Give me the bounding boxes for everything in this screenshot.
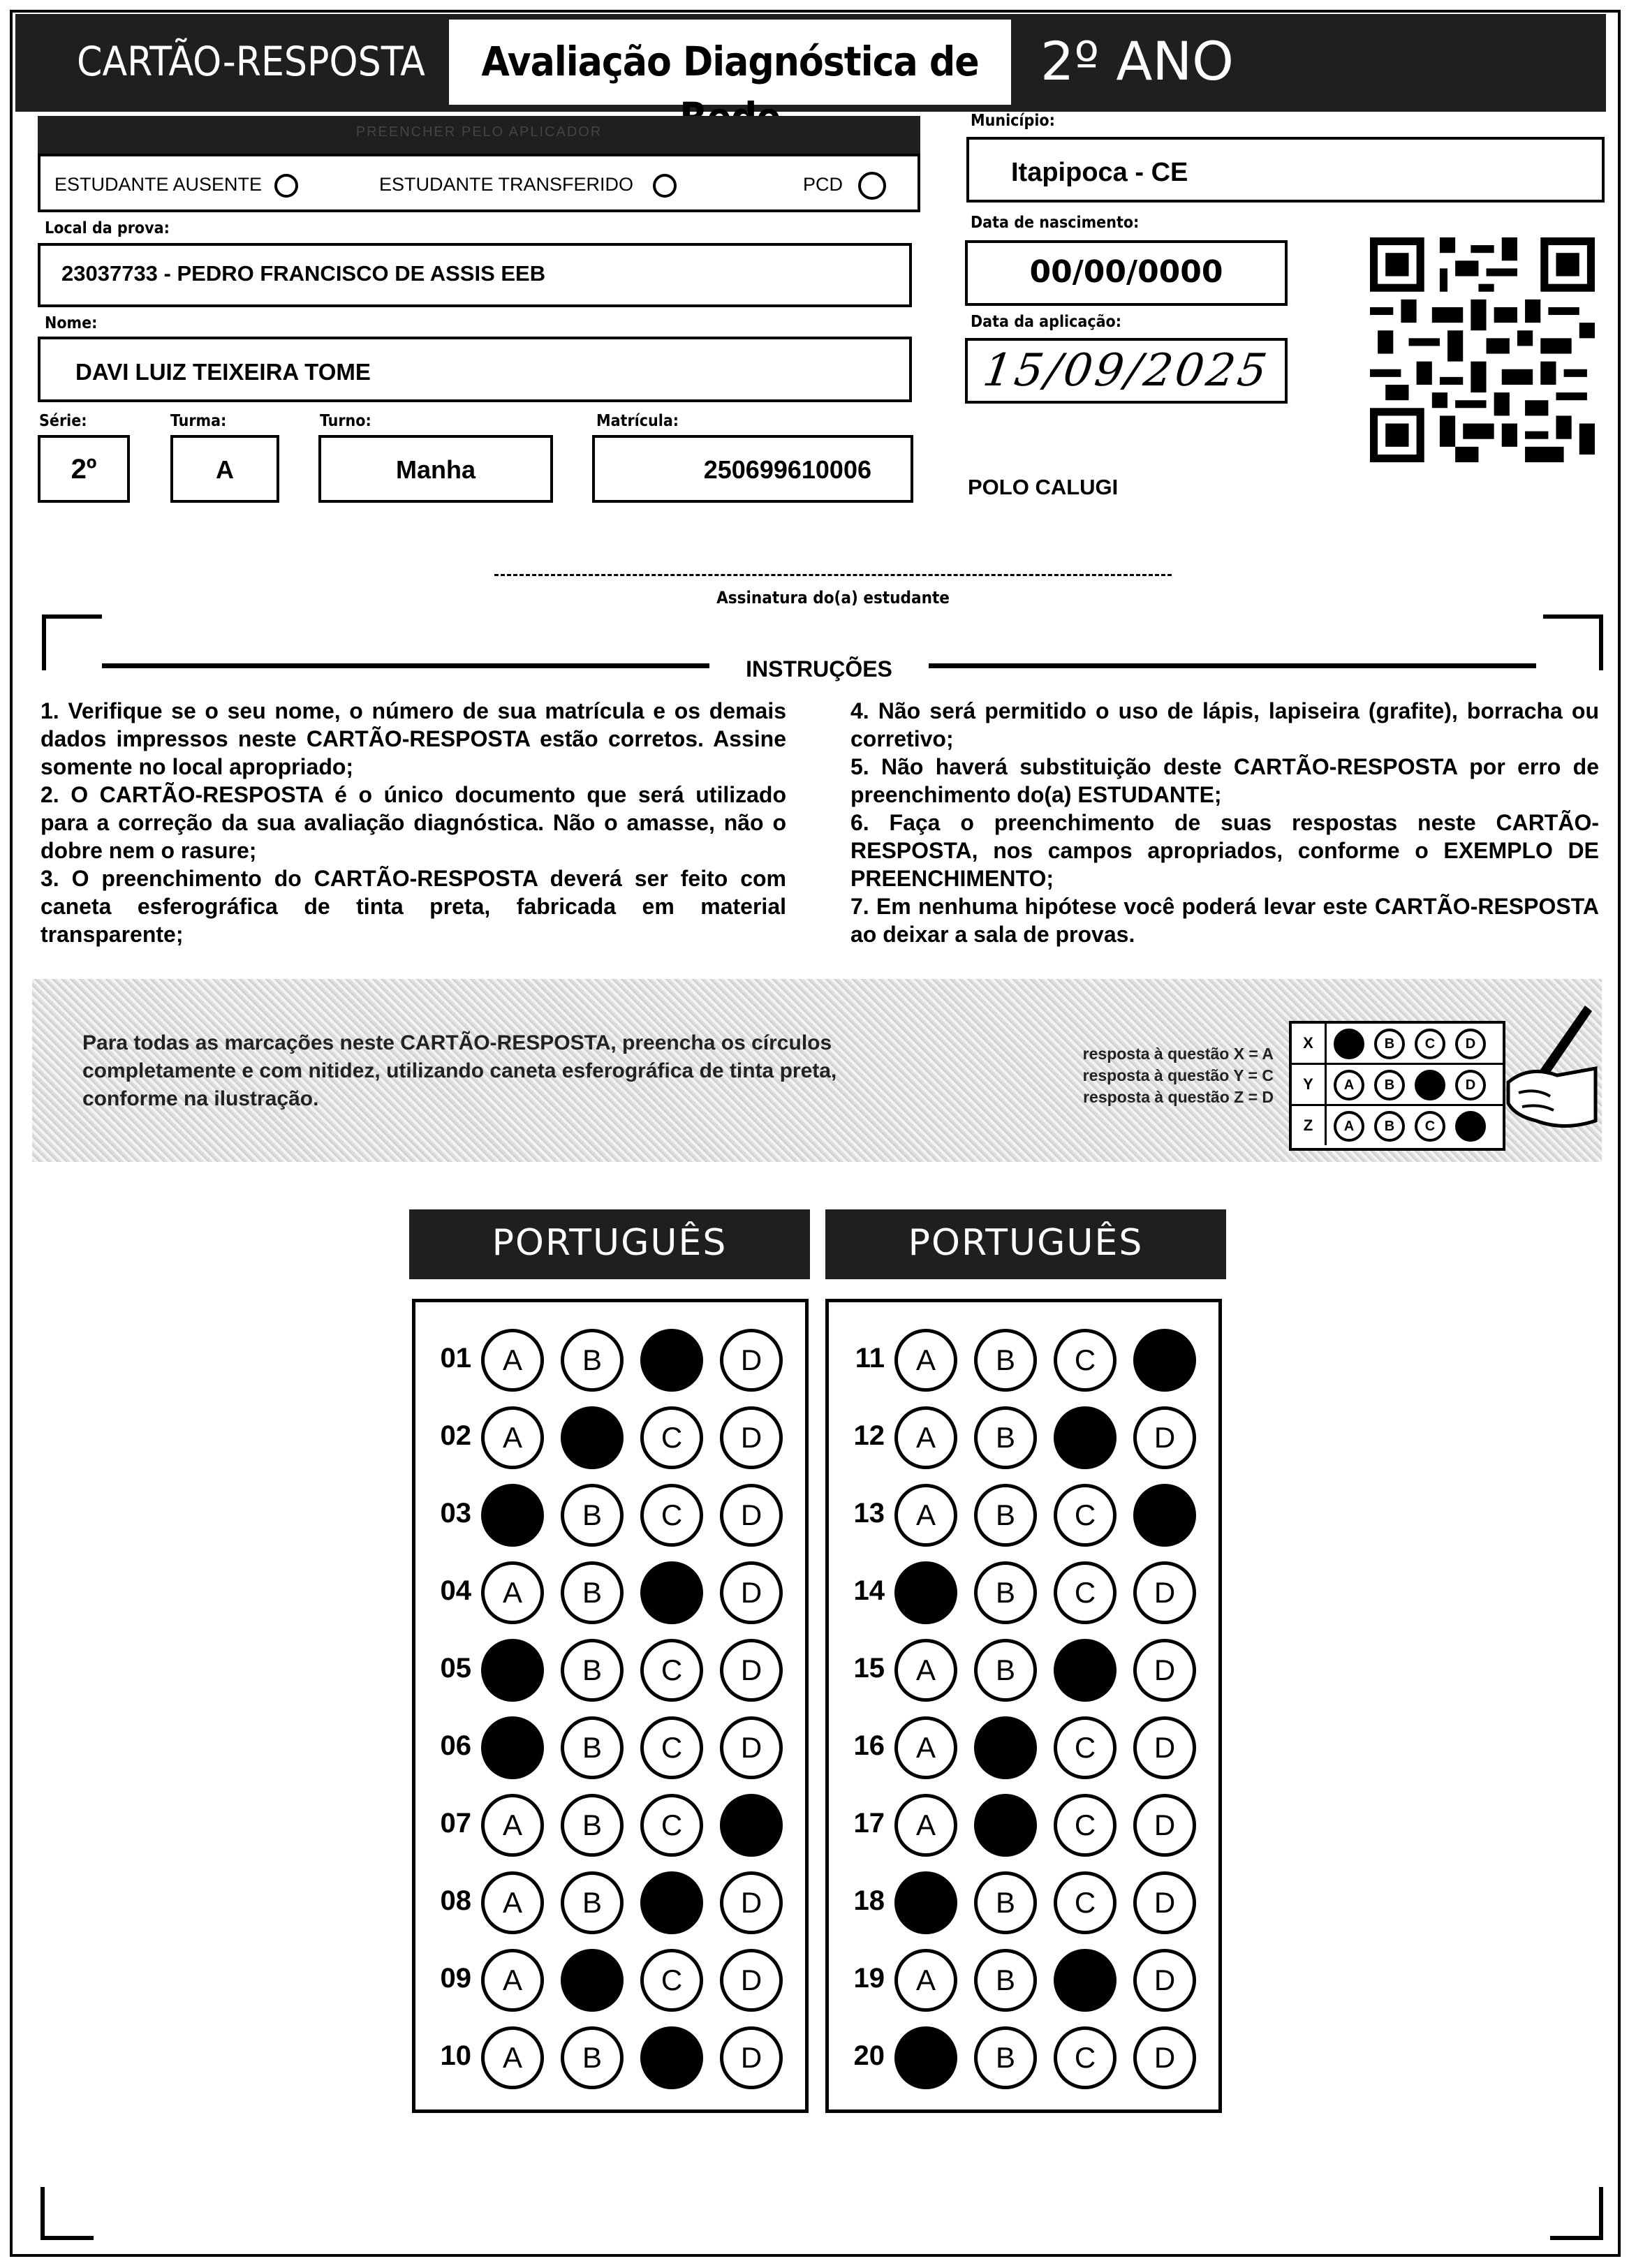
question-number: 19 bbox=[853, 1963, 885, 1994]
example-grid bbox=[1289, 1021, 1505, 1151]
answer-bubble-b[interactable] bbox=[974, 1716, 1037, 1779]
answer-bubble-b[interactable]: B bbox=[561, 1639, 624, 1702]
example-bubble: B bbox=[1374, 1029, 1405, 1059]
example-bubble bbox=[1334, 1029, 1364, 1059]
answer-bubble-a[interactable]: A bbox=[894, 1484, 957, 1547]
example-row bbox=[1292, 1065, 1503, 1106]
answer-bubble-a[interactable]: A bbox=[894, 1949, 957, 2012]
answer-bubble-c[interactable] bbox=[640, 2026, 703, 2089]
answer-bubble-b[interactable]: B bbox=[561, 1716, 624, 1779]
answer-bubble-b[interactable]: B bbox=[561, 1484, 624, 1547]
answer-bubble-b[interactable]: B bbox=[974, 1949, 1037, 2012]
serie-value: 2º bbox=[71, 454, 97, 485]
example-bubble: C bbox=[1415, 1111, 1445, 1142]
answer-bubble-d[interactable] bbox=[1133, 1484, 1196, 1547]
answer-bubble-d[interactable]: D bbox=[720, 1406, 783, 1469]
answer-bubble-a[interactable]: A bbox=[481, 1561, 544, 1624]
question-number: 03 bbox=[440, 1498, 471, 1529]
question-row bbox=[836, 1561, 1213, 1624]
turma-value: A bbox=[216, 455, 234, 484]
example-legend-x: resposta à questão X = A bbox=[1082, 1045, 1274, 1063]
answer-bubble-a[interactable] bbox=[481, 1484, 544, 1547]
answer-bubble-d[interactable]: D bbox=[1133, 1639, 1196, 1702]
answer-bubble-b[interactable] bbox=[561, 1949, 624, 2012]
answer-bubble-b[interactable]: B bbox=[561, 1329, 624, 1392]
instruction-3: 3. O preenchimento do CARTÃO-RESPOSTA deverá ser feito com caneta esferográfica de tinta preta, fabricada em material transparente; bbox=[40, 866, 786, 947]
answer-bubble-c[interactable] bbox=[1054, 1406, 1117, 1469]
answer-bubble-b[interactable]: B bbox=[561, 1871, 624, 1934]
section-2-box bbox=[825, 1299, 1222, 2113]
instruction-5: 5. Não haverá substituição deste CARTÃO-RESPOSTA por erro de preenchimento do(a) ESTUDANTE; bbox=[850, 754, 1599, 807]
absent-checkbox[interactable] bbox=[274, 174, 298, 198]
answer-bubble-d[interactable]: D bbox=[720, 1949, 783, 2012]
question-row bbox=[836, 1716, 1213, 1779]
answer-bubble-a[interactable]: A bbox=[481, 1871, 544, 1934]
nascimento-label: Data de nascimento: bbox=[971, 214, 1140, 232]
instructions-rule-left bbox=[102, 663, 709, 668]
question-row bbox=[836, 1406, 1213, 1469]
absent-label: ESTUDANTE AUSENTE bbox=[54, 174, 263, 195]
example-bubble: B bbox=[1374, 1111, 1405, 1142]
answer-bubble-a[interactable]: A bbox=[481, 2026, 544, 2089]
answer-bubble-d[interactable]: D bbox=[1133, 1716, 1196, 1779]
answer-bubble-a[interactable]: A bbox=[481, 1329, 544, 1392]
answer-bubble-d[interactable]: D bbox=[1133, 1949, 1196, 2012]
signature-line[interactable] bbox=[494, 574, 1172, 576]
question-number: 06 bbox=[440, 1730, 471, 1761]
answer-bubble-c[interactable]: C bbox=[640, 1484, 703, 1547]
polo-label: POLO CALUGI bbox=[968, 475, 1119, 499]
answer-bubble-d[interactable]: D bbox=[720, 2026, 783, 2089]
question-row bbox=[422, 1561, 799, 1624]
answer-bubble-c[interactable] bbox=[640, 1561, 703, 1624]
turno-value: Manha bbox=[395, 455, 476, 484]
hand-pen-icon bbox=[1480, 999, 1599, 1145]
instruction-7: 7. Em nenhuma hipótese você poderá levar este CARTÃO-RESPOSTA ao deixar a sala de provas. bbox=[850, 894, 1599, 947]
instruction-1: 1. Verifique se o seu nome, o número de sua matrícula e os demais dados impressos neste CARTÃO-RESPOSTA estão corretos. Assine somente no local apropriado; bbox=[40, 698, 786, 779]
example-bubble: A bbox=[1334, 1070, 1364, 1100]
instruction-6: 6. Faça o preenchimento de suas respostas neste CARTÃO-RESPOSTA, nos campos apropriados, conforme o EXEMPLO DE PREENCHIMENTO; bbox=[850, 810, 1599, 891]
answer-bubble-b[interactable]: B bbox=[974, 1561, 1037, 1624]
question-row bbox=[422, 1949, 799, 2012]
grade-label: 2º ANO bbox=[1040, 30, 1234, 92]
answer-bubble-a[interactable] bbox=[894, 1561, 957, 1624]
answer-bubble-c[interactable]: C bbox=[1054, 1561, 1117, 1624]
answer-bubble-d[interactable]: D bbox=[720, 1871, 783, 1934]
answer-bubble-c[interactable]: C bbox=[640, 1949, 703, 2012]
question-row bbox=[422, 1871, 799, 1934]
question-number: 11 bbox=[855, 1343, 885, 1374]
answer-bubble-b[interactable]: B bbox=[974, 1484, 1037, 1547]
question-row bbox=[422, 1406, 799, 1469]
answer-bubble-d[interactable]: D bbox=[720, 1484, 783, 1547]
question-row bbox=[422, 1794, 799, 1857]
answer-bubble-b[interactable]: B bbox=[974, 1329, 1037, 1392]
question-row bbox=[836, 1794, 1213, 1857]
question-row bbox=[836, 1639, 1213, 1702]
question-row bbox=[836, 1871, 1213, 1934]
example-row bbox=[1292, 1106, 1503, 1147]
question-number: 07 bbox=[440, 1808, 471, 1839]
answer-bubble-c[interactable]: C bbox=[640, 1794, 703, 1857]
answer-bubble-c[interactable]: C bbox=[1054, 1871, 1117, 1934]
answer-bubble-d[interactable]: D bbox=[720, 1639, 783, 1702]
example-bubble: A bbox=[1334, 1111, 1364, 1142]
answer-bubble-a[interactable]: A bbox=[894, 1406, 957, 1469]
question-number: 02 bbox=[440, 1420, 471, 1451]
instructions-right bbox=[850, 697, 1599, 948]
answer-bubble-a[interactable] bbox=[481, 1639, 544, 1702]
answer-bubble-c[interactable] bbox=[640, 1871, 703, 1934]
transferred-option[interactable] bbox=[379, 170, 677, 198]
corner-bottom-right bbox=[1550, 2187, 1603, 2240]
instructions-bracket-right bbox=[1543, 614, 1603, 670]
answer-bubble-d[interactable]: D bbox=[720, 1716, 783, 1779]
example-row bbox=[1292, 1024, 1503, 1065]
example-legend-y: resposta à questão Y = C bbox=[1082, 1066, 1274, 1084]
answer-bubble-a[interactable]: A bbox=[481, 1406, 544, 1469]
question-row bbox=[836, 2026, 1213, 2089]
applicator-box-title: PREENCHER PELO APLICADOR bbox=[355, 124, 603, 140]
answer-bubble-a[interactable] bbox=[894, 1871, 957, 1934]
instructions-left bbox=[40, 697, 786, 948]
answer-bubble-c[interactable]: C bbox=[1054, 1329, 1117, 1392]
question-number: 20 bbox=[853, 2040, 885, 2071]
question-number: 17 bbox=[853, 1808, 885, 1839]
question-row bbox=[422, 1639, 799, 1702]
pcd-label: PCD bbox=[803, 174, 843, 195]
example-row-label: X bbox=[1292, 1024, 1327, 1063]
question-number: 14 bbox=[853, 1575, 885, 1606]
example-bubble: B bbox=[1374, 1070, 1405, 1100]
example-legend-z: resposta à questão Z = D bbox=[1083, 1088, 1274, 1106]
answer-bubble-a[interactable]: A bbox=[481, 1949, 544, 2012]
question-number: 18 bbox=[853, 1885, 885, 1916]
answer-bubble-d[interactable] bbox=[720, 1794, 783, 1857]
question-number: 10 bbox=[440, 2040, 471, 2071]
question-row bbox=[836, 1329, 1213, 1392]
question-row bbox=[422, 1329, 799, 1392]
answer-bubble-c[interactable]: C bbox=[640, 1716, 703, 1779]
question-number: 01 bbox=[440, 1343, 471, 1374]
answer-bubble-d[interactable]: D bbox=[1133, 1794, 1196, 1857]
nascimento-value: 00/00/0000 bbox=[1029, 254, 1223, 290]
answer-bubble-c[interactable] bbox=[1054, 1639, 1117, 1702]
aplicacao-label: Data da aplicação: bbox=[971, 313, 1122, 331]
nome-value: DAVI LUIZ TEIXEIRA TOME bbox=[75, 359, 371, 385]
question-number: 09 bbox=[440, 1963, 471, 1994]
instructions-title: INSTRUÇÕES bbox=[746, 656, 892, 682]
answer-bubble-a[interactable]: A bbox=[481, 1794, 544, 1857]
answer-bubble-d[interactable] bbox=[1133, 1329, 1196, 1392]
instruction-4: 4. Não será permitido o uso de lápis, lapiseira (grafite), borracha ou corretivo; bbox=[850, 698, 1599, 751]
example-bubble: D bbox=[1455, 1029, 1486, 1059]
answer-bubble-a[interactable]: A bbox=[894, 1329, 957, 1392]
question-number: 13 bbox=[853, 1498, 885, 1529]
matricula-label: Matrícula: bbox=[596, 412, 679, 430]
local-label: Local da prova: bbox=[45, 219, 170, 237]
example-row-label: Z bbox=[1292, 1106, 1327, 1145]
instructions-bracket-left bbox=[42, 614, 102, 670]
example-legend bbox=[1036, 1043, 1274, 1108]
question-number: 12 bbox=[853, 1420, 885, 1451]
pcd-option[interactable] bbox=[803, 170, 886, 200]
example-bubble: C bbox=[1415, 1029, 1445, 1059]
instructions-rule-right bbox=[929, 663, 1536, 668]
question-row bbox=[422, 1484, 799, 1547]
municipio-label: Município: bbox=[971, 112, 1055, 130]
answer-bubble-d[interactable]: D bbox=[1133, 1561, 1196, 1624]
transferred-label: ESTUDANTE TRANSFERIDO bbox=[379, 174, 634, 195]
answer-bubble-c[interactable]: C bbox=[640, 1406, 703, 1469]
exam-title: Avaliação Diagnóstica de bbox=[481, 38, 979, 85]
section-1-title: PORTUGUÊS bbox=[409, 1209, 810, 1279]
answer-bubble-b[interactable] bbox=[561, 1406, 624, 1469]
nome-label: Nome: bbox=[45, 314, 98, 332]
answer-bubble-d[interactable]: D bbox=[720, 1561, 783, 1624]
answer-bubble-b[interactable]: B bbox=[974, 1406, 1037, 1469]
absent-option[interactable] bbox=[54, 170, 298, 198]
card-title: CARTÃO-RESPOSTA bbox=[77, 38, 425, 85]
answer-bubble-c[interactable]: C bbox=[1054, 2026, 1117, 2089]
local-value: 23037733 - PEDRO FRANCISCO DE ASSIS EEB bbox=[61, 261, 546, 286]
example-row-label: Y bbox=[1292, 1065, 1327, 1104]
answer-bubble-b[interactable]: B bbox=[561, 1561, 624, 1624]
instruction-2: 2. O CARTÃO-RESPOSTA é o único documento que será utilizado para a correção da sua avaliação diagnóstica. Não o amasse, não o dobre nem o rasure; bbox=[40, 782, 786, 863]
question-row bbox=[422, 1716, 799, 1779]
matricula-value: 250699610006 bbox=[703, 455, 871, 484]
turma-label: Turma: bbox=[170, 412, 227, 430]
answer-bubble-c[interactable]: C bbox=[640, 1639, 703, 1702]
question-number: 15 bbox=[853, 1653, 885, 1684]
answer-bubble-d[interactable]: D bbox=[1133, 1406, 1196, 1469]
pcd-checkbox[interactable] bbox=[858, 172, 886, 200]
answer-bubble-b[interactable]: B bbox=[974, 2026, 1037, 2089]
answer-bubble-c[interactable] bbox=[1054, 1949, 1117, 2012]
answer-bubble-b[interactable] bbox=[974, 1794, 1037, 1857]
section-1-box bbox=[412, 1299, 809, 2113]
example-text: Para todas as marcações neste CARTÃO-RESPOSTA, preencha os círculos completamente e com nitidez, utilizando caneta esferográfica de tinta preta, conforme na ilustração. bbox=[82, 1031, 837, 1110]
question-number: 05 bbox=[440, 1653, 471, 1684]
answer-bubble-a[interactable]: A bbox=[894, 1794, 957, 1857]
question-number: 08 bbox=[440, 1885, 471, 1916]
answer-bubble-d[interactable]: D bbox=[720, 1329, 783, 1392]
answer-bubble-d[interactable]: D bbox=[1133, 1871, 1196, 1934]
question-number: 16 bbox=[853, 1730, 885, 1761]
example-bubble: D bbox=[1455, 1070, 1486, 1100]
answer-bubble-d[interactable]: D bbox=[1133, 2026, 1196, 2089]
qr-code bbox=[1370, 237, 1595, 462]
question-number: 04 bbox=[440, 1575, 471, 1606]
section-2-title: PORTUGUÊS bbox=[825, 1209, 1226, 1279]
question-row bbox=[836, 1949, 1213, 2012]
aplicacao-value: 15/09/2025 bbox=[980, 345, 1273, 397]
question-row bbox=[422, 2026, 799, 2089]
answer-bubble-b[interactable]: B bbox=[561, 2026, 624, 2089]
answer-bubble-c[interactable] bbox=[640, 1329, 703, 1392]
transferred-checkbox[interactable] bbox=[653, 174, 677, 198]
example-bubble bbox=[1415, 1070, 1445, 1100]
answer-bubble-c[interactable]: C bbox=[1054, 1794, 1117, 1857]
corner-bottom-left bbox=[40, 2187, 94, 2240]
answer-bubble-c[interactable]: C bbox=[1054, 1484, 1117, 1547]
answer-bubble-a[interactable]: A bbox=[894, 1639, 957, 1702]
municipio-value: Itapipoca - CE bbox=[1011, 158, 1188, 187]
answer-bubble-b[interactable]: B bbox=[974, 1639, 1037, 1702]
turno-label: Turno: bbox=[320, 412, 371, 430]
answer-bubble-a[interactable] bbox=[481, 1716, 544, 1779]
signature-label: Assinatura do(a) estudante bbox=[716, 588, 950, 608]
serie-label: Série: bbox=[39, 412, 87, 430]
answer-bubble-b[interactable]: B bbox=[974, 1871, 1037, 1934]
answer-bubble-b[interactable]: B bbox=[561, 1794, 624, 1857]
answer-bubble-a[interactable] bbox=[894, 2026, 957, 2089]
answer-bubble-c[interactable]: C bbox=[1054, 1716, 1117, 1779]
question-row bbox=[836, 1484, 1213, 1547]
answer-bubble-a[interactable]: A bbox=[894, 1716, 957, 1779]
